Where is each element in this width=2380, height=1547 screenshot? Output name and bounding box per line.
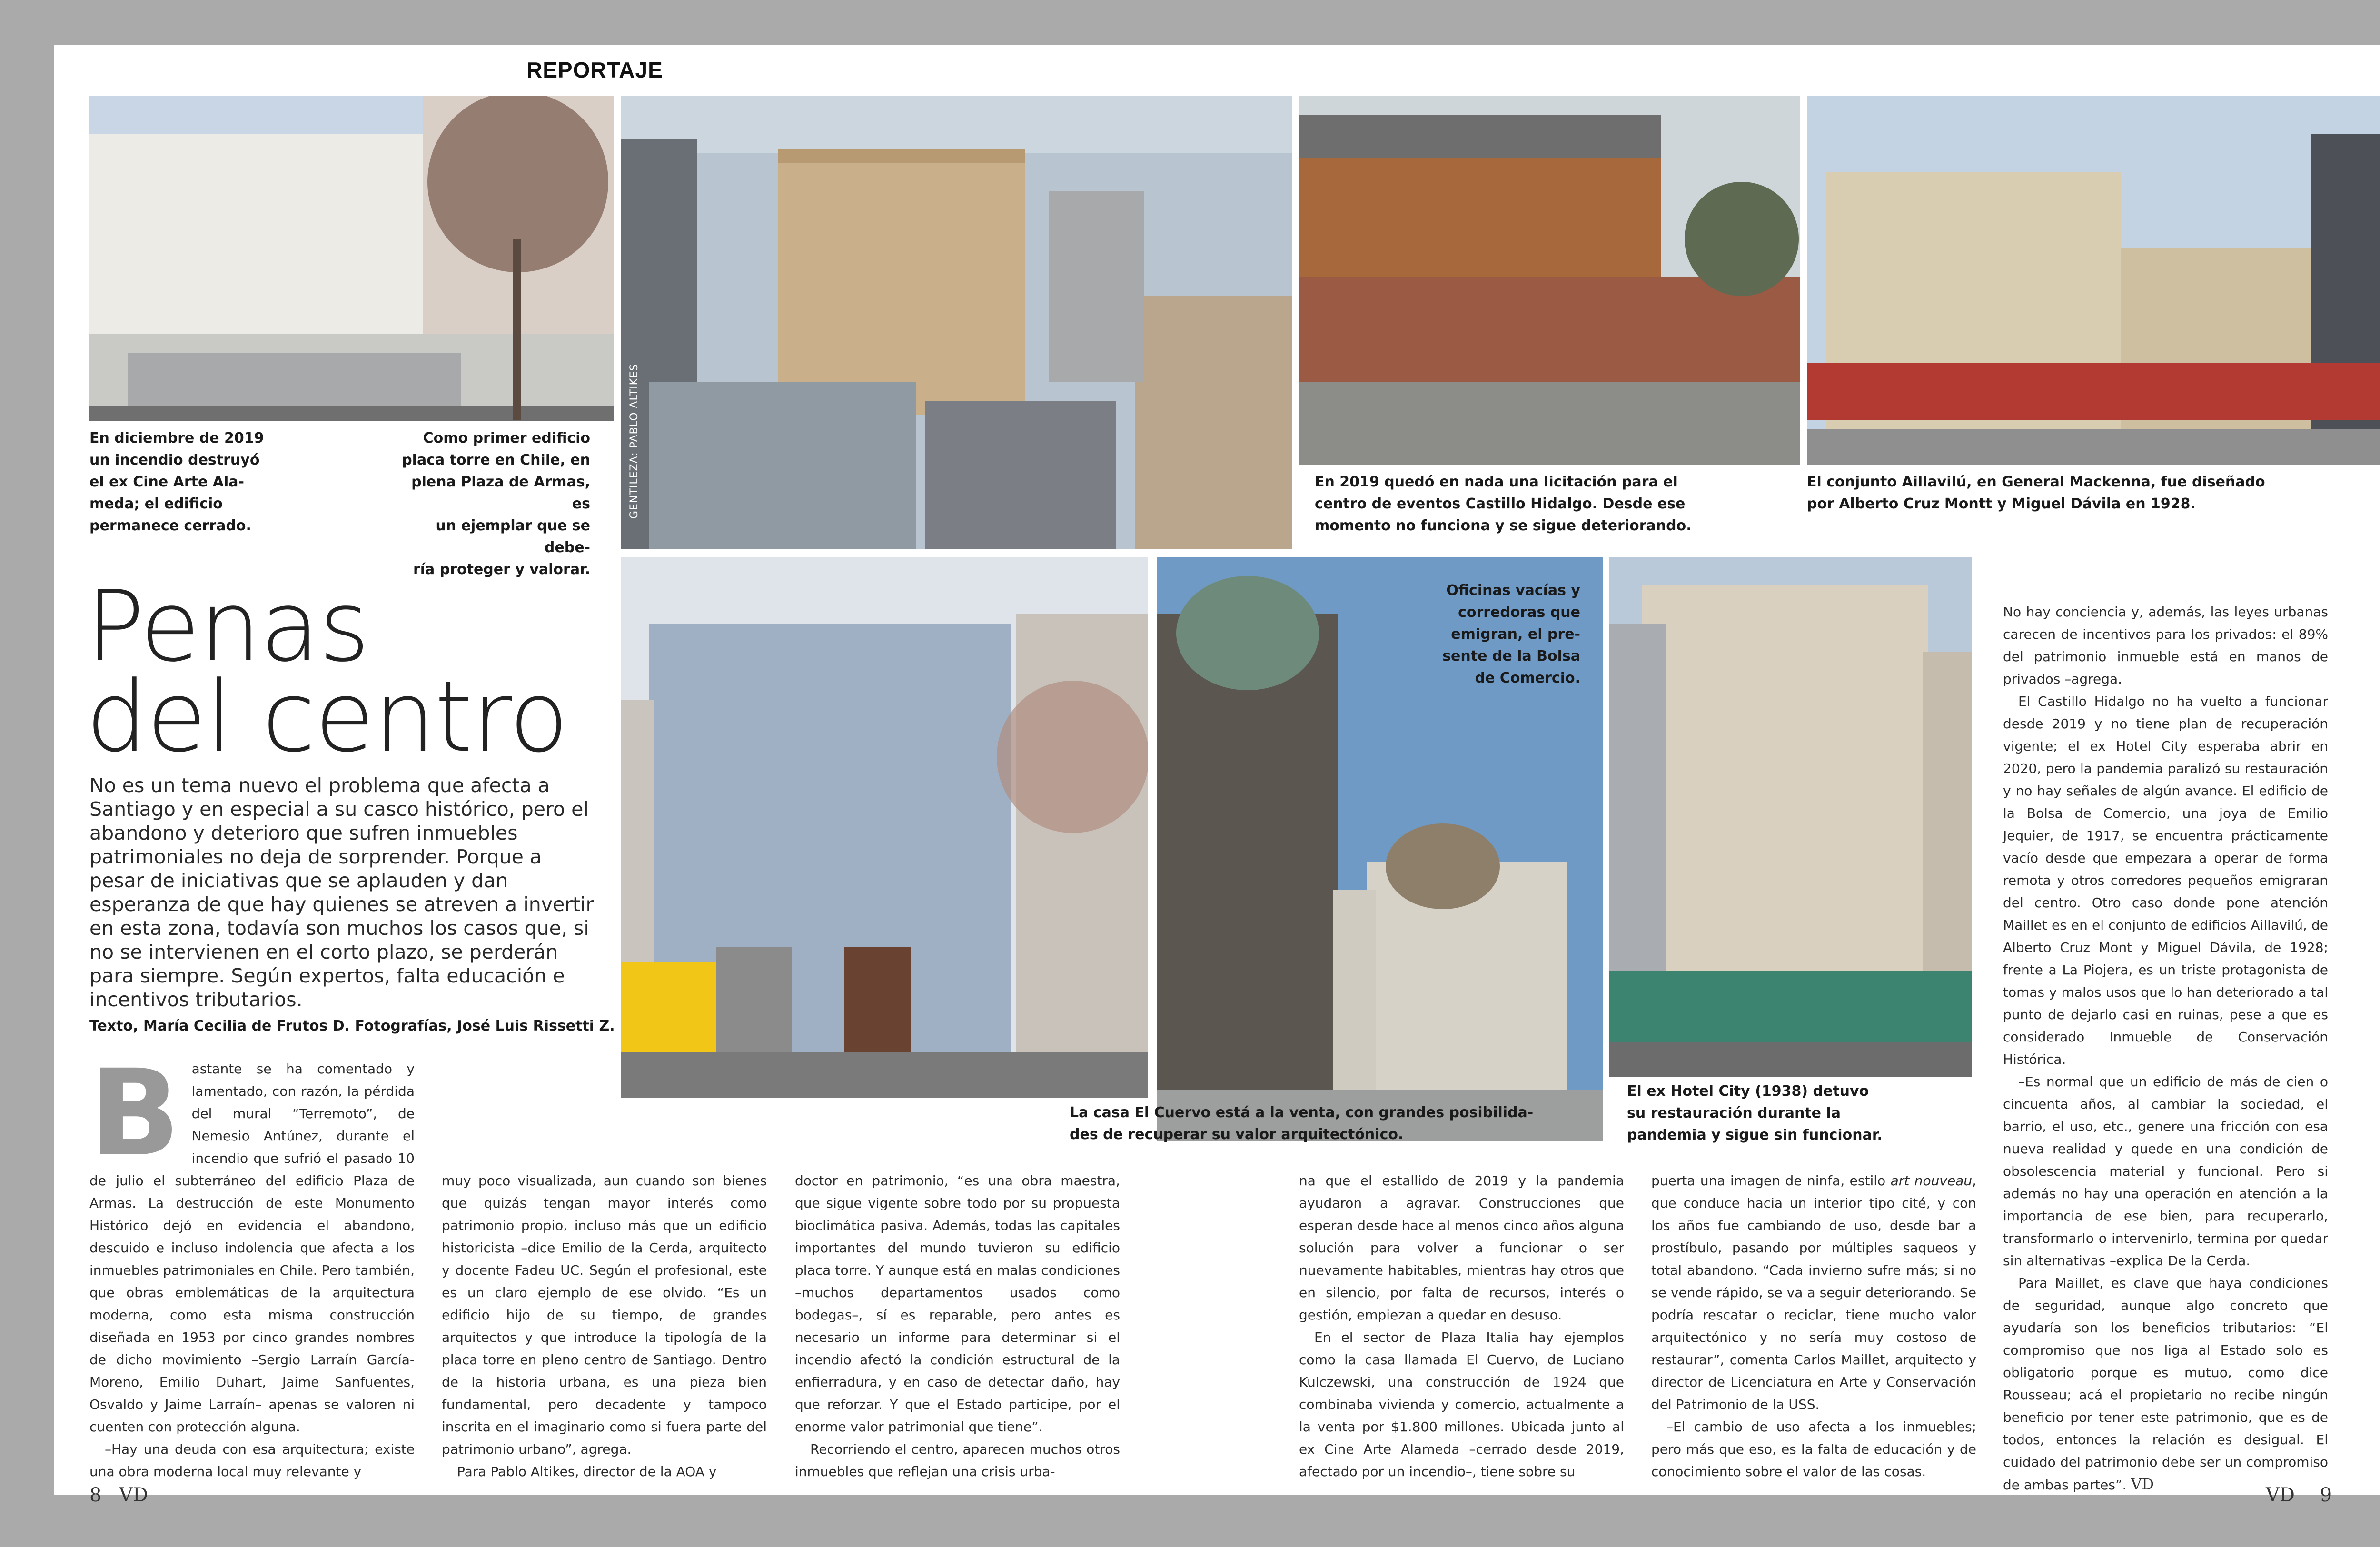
body-column-3	[795, 1170, 1120, 1483]
caption-hotel-city: El ex Hotel City (1938) detuvo su restauración durante la pandemia y sigue sin funcionar.	[1627, 1083, 1883, 1143]
byline: Texto, María Cecilia de Frutos D. Fotografías, José Luis Rissetti Z.	[89, 1018, 615, 1034]
col5-paragraph-2: –El cambio de uso afecta a los inmuebles; pero más que eso, es la falta de educación y de conocimiento sobre el valor de las cosas.	[1651, 1419, 1976, 1479]
col6-paragraph-3: –Es normal que un edificio de más de cien o cincuenta años, al cambiar la sociedad, el barrio, el uso, etc., genere una fricción con esa nueva realidad y quede en una condición de obsolescencia material y funcional. Pero si además no hay una operación en atención a la importancia de ese bien, para recuperarlo, transformarlo o intervenirlo, termina por quedar sin alternativas –explica De la Cerda.	[2003, 1074, 2328, 1269]
folio-mark-left: VD	[119, 1484, 149, 1506]
drop-cap: B	[89, 1044, 180, 1182]
folio-left	[89, 1484, 148, 1506]
end-mark: VD	[2131, 1475, 2154, 1493]
headline-line-1: Penas	[86, 570, 369, 684]
caption-plaza-armas: Como primer edificio placa torre en Chile, en plena Plaza de Armas, es un ejemplar que se debe- ría proteger y valorar.	[402, 430, 590, 578]
photo-hotel-city	[1609, 557, 1972, 1077]
section-label: REPORTAJE	[526, 58, 663, 82]
col1-paragraph-2: –Hay una deuda con esa arquitectura; existe una obra moderna local muy relevante y	[89, 1441, 415, 1479]
photo-aillavilu	[1807, 96, 2380, 465]
body-column-2	[442, 1170, 767, 1483]
photo-el-cuervo	[621, 557, 1148, 1098]
caption-cine-arte: En diciembre de 2019 un incendio destruyó el ex Cine Arte Ala- meda; el edificio permanece cerrado.	[89, 430, 264, 534]
headline-line-2: del centro	[86, 661, 568, 774]
folio-right	[2266, 1484, 2332, 1506]
caption-aillavilu: El conjunto Aillavilú, en General Mackenna, fue diseñado por Alberto Cruz Montt y Miguel Dávila en 1928.	[1807, 474, 2265, 512]
caption-bolsa: Oficinas vacías y corredoras que emigran, el pre- sente de la Bolsa de Comercio.	[1442, 582, 1580, 686]
col6-paragraph-4: Para Maillet, es clave que haya condiciones de seguridad, aunque algo concreto que ayudaría son los beneficios tributarios: “El compromiso que nos liga al Estado solo es obligatorio porque es mutuo, como dice Rousseau; acá el propietario no recibe ningún beneficio por tener este patrimonio, que es de todos, entonces la relación es desigual. El cuidado del patrimonio debe ser un compromiso de ambas partes”. VD	[2003, 1275, 2328, 1493]
page-number-right: 9	[2320, 1484, 2332, 1506]
col6-paragraph-1: No hay conciencia y, además, las leyes urbanas carecen de incentivos para los privados: el 89% del patrimonio inmueble está en manos de privados –agrega.	[2003, 604, 2328, 687]
photo-credit: GENTILEZA: PABLO ALTIKES	[628, 364, 640, 519]
caption-castillo: En 2019 quedó en nada una licitación para el centro de eventos Castillo Hidalgo. Desde ese momento no funciona y se sigue deteriorando.	[1315, 474, 1692, 534]
page-number-left: 8	[89, 1484, 102, 1506]
col2-paragraph-1: muy poco visualizada, aun cuando son bienes que quizás tengan mayor interés como patrimonio propio, incluso más que un edificio historicista –dice Emilio de la Cerda, arquitecto y docente Fadeu UC. Según el profesional, este es un claro ejemplo de ese olvido. “Es un edificio hijo de su tiempo, de grandes arquitectos y que introduce la tipología de la placa torre en pleno centro de Santiago. Dentro de la historia urbana, es una pieza bien fundamental, pero decadente y tampoco inscrita en el imaginario como si fuera parte del patrimonio urbano”, agrega.	[442, 1173, 767, 1457]
body-column-5	[1651, 1170, 1976, 1483]
photo-castillo-hidalgo	[1299, 96, 1800, 465]
col6-paragraph-2: El Castillo Hidalgo no ha vuelto a funcionar desde 2019 y no tiene plan de recuperación vigente; el ex Hotel City esperaba abrir en 2020, pero la pandemia paralizó su restauración y no hay señales de algún avance. El edificio de la Bolsa de Comercio, una joya de Emilio Jequier, de 1917, se encuentra prácticamente vacío desde que empezara a operar de forma remota y otros corredores pequeños emigraran del centro. Otro caso donde pone atención Maillet es en el conjunto de edificios Aillavilú, de Alberto Cruz Mont y Miguel Dávila, de 1928; frente a La Piojera, es un triste protagonista de tomas y malos usos que lo han deteriorado a tal punto de dejarlo casi en ruinas, pese a que es considerado Inmueble de Conservación Histórica.	[2003, 694, 2328, 1067]
col1-paragraph-1: astante se ha comentado y lamentado, con razón, la pérdida del mural “Terremoto”, de Nemesio Antúnez, durante el incendio que sufrió el pasado 10 de julio el subterráneo del edificio Plaza de Armas. La destrucción de este Monumento Histórico dejó en evidencia el abandono, descuido e incluso indolencia que afecta a los inmuebles patrimoniales en Chile. Pero también, que obras emblemáticas de la arquitectura moderna, como esta misma construcción diseñada en 1953 por cinco grandes nombres de dicho movimiento –Sergio Larraín García-Moreno, Emilio Duhart, Jaime Sanfuentes, Osvaldo y Jaime Larraín– apenas se valoren ni cuenten con protección alguna.	[89, 1061, 415, 1435]
col3-paragraph-1: doctor en patrimonio, “es una obra maestra, que sigue vigente sobre todo por su propuesta bioclimática pasiva. Además, todas las capitales importantes del mundo tuvieron su edificio placa torre. Y aunque está en malas condiciones –muchos departamentos usados como bodegas–, sí es reparable, pero antes es necesario un informe para determinar si el incendio afectó la condición estructural de la enfierradura, y en caso de detectar daño, hay que reforzar. Y que el Estado participe, por el enorme valor patrimonial que tiene”.	[795, 1173, 1120, 1435]
photo-plaza-armas	[621, 96, 1292, 549]
folio-mark-right: VD	[2266, 1484, 2295, 1506]
col5-paragraph-1: puerta una imagen de ninfa, estilo art nouveau, que conduce hacia un interior tipo cité, y con los años fue cambiando de uso, desde bar a prostíbulo, pasando por múltiples saqueos y total abandono. “Cada invierno sufre más; si no se vende rápido, se va a seguir deteriorando. Se podría rescatar o reciclar, tiene mucho valor arquitectónico y no sería muy costoso de restaurar”, comenta Carlos Maillet, arquitecto y director de Licenciatura en Arte y Conservación del Patrimonio de la USS.	[1651, 1173, 1977, 1412]
body-column-1	[89, 1044, 415, 1483]
col4-paragraph-2: En el sector de Plaza Italia hay ejemplos como la casa llamada El Cuervo, de Luciano Kulczewski, una construcción de 1924 que combinaba vivienda y comercio, actualmente a la venta por $1.800 millones. Ubicada junto al ex Cine Arte Alameda –cerrado desde 2019, afectado por un incendio–, tiene sobre su	[1299, 1329, 1624, 1479]
col2-paragraph-2: Para Pablo Altikes, director de la AOA y	[457, 1464, 717, 1479]
caption-el-cuervo: La casa El Cuervo está a la venta, con grandes posibilida- des de recuperar su valor arquitectónico.	[1070, 1104, 1534, 1143]
body-column-6	[2003, 601, 2328, 1496]
photo-cine-arte	[89, 96, 614, 421]
body-column-4	[1299, 1170, 1624, 1483]
col3-paragraph-2: Recorriendo el centro, aparecen muchos otros inmuebles que reflejan una crisis urba-	[795, 1441, 1120, 1479]
col4-paragraph-1: na que el estallido de 2019 y la pandemia ayudaron a agravar. Construcciones que esperan desde hace al menos cinco años alguna solución para volver a funcionar o ser nuevamente habitables, mientras hay otros que en silencio, por falta de recursos, interés o gestión, empiezan a quedar en desuso.	[1299, 1173, 1624, 1323]
lead-paragraph: No es un tema nuevo el problema que afecta a Santiago y en especial a su casco histórico, pero el abandono y deterioro que sufren inmuebles patrimoniales no deja de sorprender. Porque a pesar de iniciativas que se aplauden y dan esperanza de que hay quienes se atreven a invertir en esta zona, todavía son muchos los casos que, si no se intervienen en el corto plazo, se perderán para siempre. Según expertos, falta educación e incentivos tributarios.	[89, 774, 594, 1011]
